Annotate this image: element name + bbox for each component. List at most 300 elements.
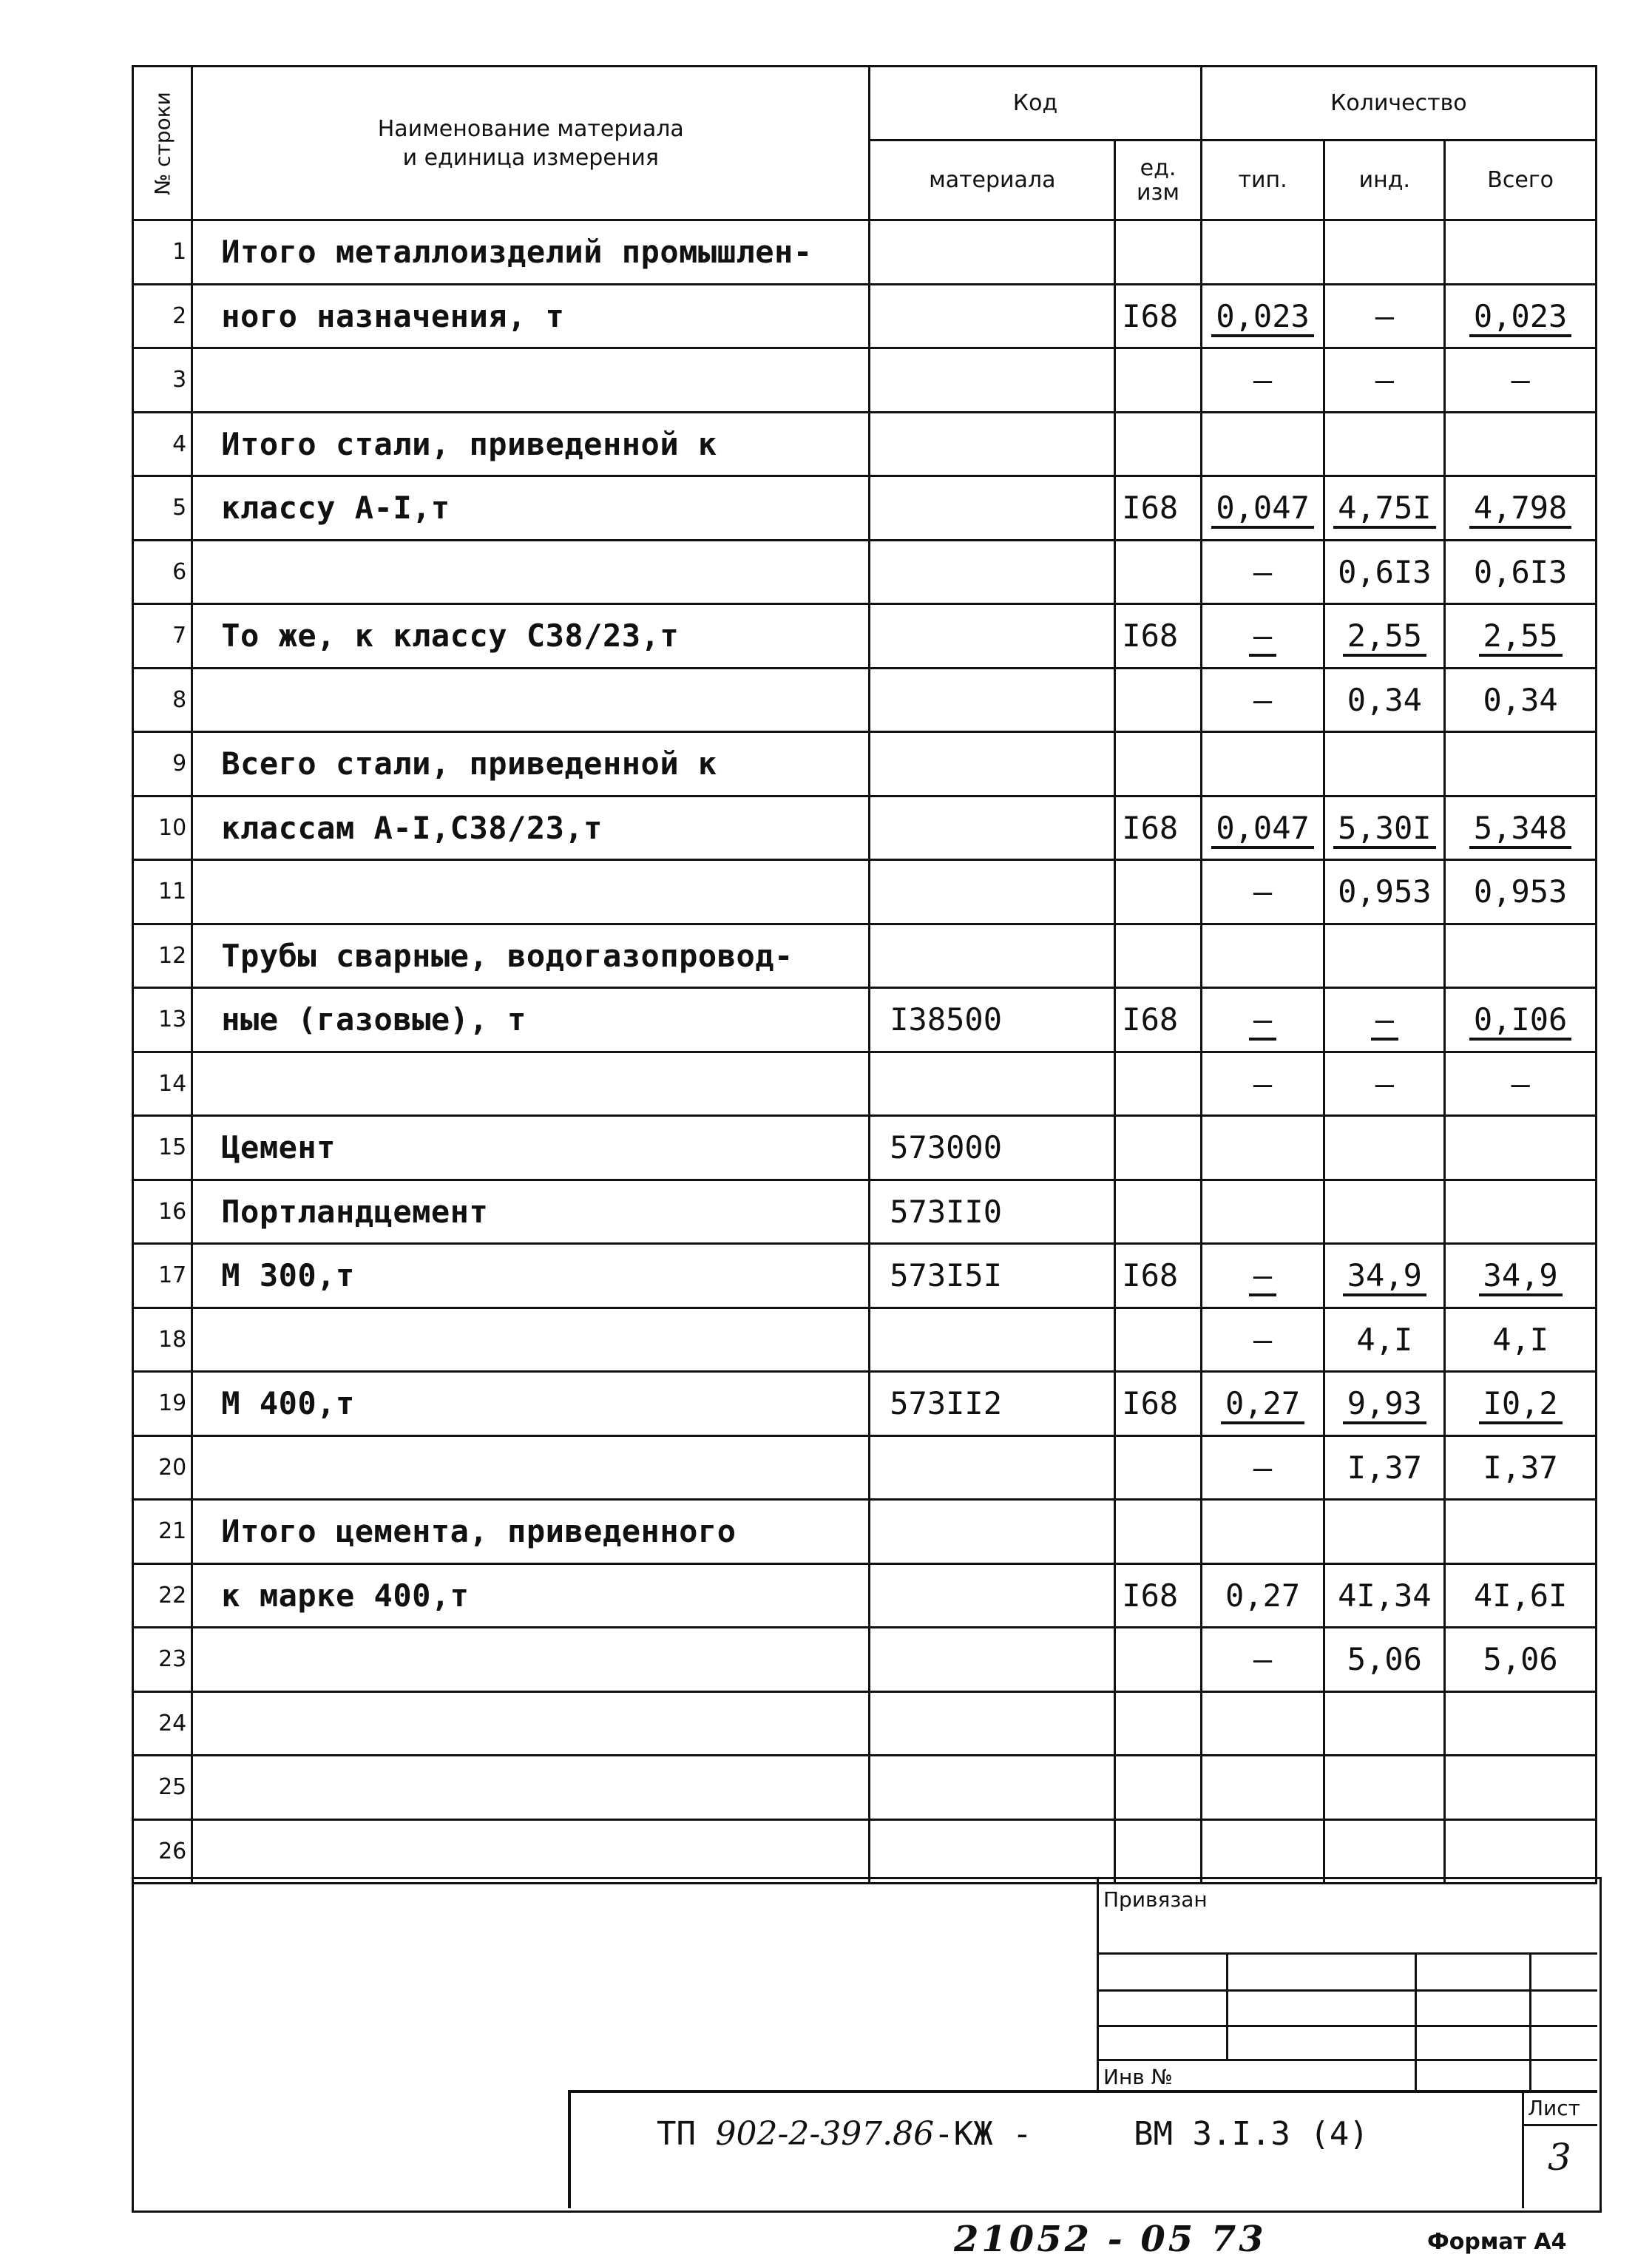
qty-ind: [1324, 1500, 1445, 1564]
material-name-text: Трубы сварные, водогазопровод-: [221, 937, 793, 974]
row-number: [133, 988, 192, 1052]
qty-typ: [1201, 412, 1324, 476]
qty-typ: [1201, 476, 1324, 541]
qty-ind: [1324, 220, 1445, 285]
qty-ind: [1324, 412, 1445, 476]
material-name: [192, 1756, 870, 1820]
qty-total: [1445, 1500, 1597, 1564]
stamp-line: [1226, 1952, 1228, 2059]
material-name: [192, 1180, 870, 1244]
qty-typ: [1201, 924, 1324, 988]
row-number-text: 15: [158, 1134, 187, 1161]
stamp-line: [1097, 1952, 1597, 1955]
row-number-text: 11: [158, 879, 187, 905]
qty-typ: [1201, 1116, 1324, 1180]
row-number-text: 21: [158, 1518, 187, 1545]
material-name-text: То же, к классу С38/23,т: [221, 618, 680, 654]
table-row: [133, 476, 1597, 541]
material-name-text: ные (газовые), т: [221, 1001, 527, 1038]
material-name: [192, 1563, 870, 1628]
qty-total: [1445, 1308, 1597, 1372]
qty-total: [1445, 1180, 1597, 1244]
material-code: [870, 988, 1115, 1052]
unit-code: [1115, 476, 1201, 541]
row-number-text: 22: [158, 1582, 187, 1609]
unit-code: [1115, 924, 1201, 988]
qty-total: [1445, 412, 1597, 476]
row-number-text: 13: [158, 1007, 187, 1033]
material-name-text: классу А-I,т: [221, 490, 450, 527]
unit-code-text: I68: [1122, 1385, 1179, 1422]
qty-total: [1445, 604, 1597, 669]
qty-ind: [1324, 1563, 1445, 1628]
unit-code: [1115, 1628, 1201, 1692]
document-code: ВМ 3.I.3 (4): [1134, 2115, 1369, 2153]
row-number-text: 19: [158, 1390, 187, 1417]
qty-typ: [1201, 284, 1324, 348]
row-number: [133, 1435, 192, 1500]
material-name: [192, 860, 870, 924]
material-code: [870, 1116, 1115, 1180]
material-name-text: М 300,т: [221, 1257, 355, 1294]
qty-total: [1445, 924, 1597, 988]
table-row: [133, 1308, 1597, 1372]
material-name: [192, 796, 870, 860]
material-code: [870, 284, 1115, 348]
row-number-text: 26: [158, 1838, 187, 1864]
qty-typ: [1201, 1628, 1324, 1692]
row-number-text: 8: [172, 686, 187, 713]
row-number: [133, 1563, 192, 1628]
material-name-text: к марке 400,т: [221, 1577, 470, 1614]
qty-ind: [1324, 732, 1445, 796]
material-name: [192, 1244, 870, 1308]
material-code: [870, 1052, 1115, 1116]
qty-ind-text: –: [1375, 297, 1394, 334]
qty-total-text: 0,023: [1469, 298, 1571, 337]
qty-typ-text: –: [1253, 1641, 1273, 1678]
unit-code: [1115, 988, 1201, 1052]
table-row: [133, 220, 1597, 285]
material-name: [192, 1116, 870, 1180]
qty-ind: [1324, 1244, 1445, 1308]
material-code: [870, 1180, 1115, 1244]
qty-total-header: Всего: [1445, 141, 1597, 220]
material-code: [870, 1563, 1115, 1628]
table-row: [133, 348, 1597, 413]
qty-typ-text: –: [1253, 681, 1273, 718]
table-row: [133, 1372, 1597, 1436]
unit-code: [1115, 1372, 1201, 1436]
row-number-text: 14: [158, 1070, 187, 1097]
qty-ind: [1324, 1116, 1445, 1180]
stamp-line: [1529, 1952, 1531, 2091]
qty-typ-text: –: [1253, 873, 1273, 910]
qty-ind-text: 34,9: [1343, 1257, 1426, 1296]
qty-typ-header: тип.: [1201, 141, 1324, 220]
unit-code-text: I68: [1122, 1577, 1179, 1614]
qty-ind: [1324, 1819, 1445, 1884]
table-row: [133, 796, 1597, 860]
qty-ind-text: 4,75I: [1333, 490, 1435, 529]
qty-total: [1445, 1563, 1597, 1628]
unit-code: [1115, 1691, 1201, 1756]
archive-number: 21052 - 05 73: [954, 2219, 1267, 2260]
qty-typ-text: –: [1249, 1257, 1276, 1296]
qty-total-text: 5,06: [1483, 1641, 1558, 1678]
material-name: [192, 1308, 870, 1372]
unit-code-text: I68: [1122, 490, 1179, 527]
qty-total: [1445, 1435, 1597, 1500]
qty-total: [1445, 668, 1597, 732]
material-code: [870, 1691, 1115, 1756]
material-name: [192, 540, 870, 604]
row-number: [133, 1116, 192, 1180]
material-code: [870, 540, 1115, 604]
row-number-text: 17: [158, 1262, 187, 1289]
table-row: [133, 540, 1597, 604]
material-name: [192, 668, 870, 732]
qty-total: [1445, 1819, 1597, 1884]
row-number: [133, 732, 192, 796]
row-number: [133, 220, 192, 285]
row-number-text: 16: [158, 1198, 187, 1225]
table-row: [133, 1052, 1597, 1116]
material-code-text: 573000: [890, 1129, 1002, 1166]
qty-ind: [1324, 1052, 1445, 1116]
qty-ind: [1324, 1691, 1445, 1756]
row-number: [133, 412, 192, 476]
material-code: [870, 796, 1115, 860]
qty-ind-text: –: [1375, 362, 1394, 399]
row-number: [133, 1628, 192, 1692]
qty-total: [1445, 476, 1597, 541]
qty-ind: [1324, 1628, 1445, 1692]
table-row: [133, 1435, 1597, 1500]
qty-ind: [1324, 1372, 1445, 1436]
code-group-header: Код: [870, 67, 1201, 141]
qty-typ-text: 0,047: [1211, 810, 1313, 849]
material-name-text: Итого стали, приведенной к: [221, 425, 717, 462]
table-row: [133, 412, 1597, 476]
unit-code-text: I68: [1122, 297, 1179, 334]
table-row: [133, 1756, 1597, 1820]
qty-ind: [1324, 924, 1445, 988]
qty-total-text: –: [1511, 1065, 1530, 1102]
qty-total-text: 5,348: [1469, 810, 1571, 849]
material-name-text: Итого металлоизделий промышлен-: [221, 234, 813, 271]
row-number-text: 7: [172, 623, 187, 649]
material-name-text: классам А-I,С38/23,т: [221, 809, 603, 846]
qty-total: [1445, 1052, 1597, 1116]
unit-code: [1115, 796, 1201, 860]
stamp-line: [1415, 1952, 1417, 2091]
quantity-group-header: Количество: [1201, 67, 1596, 141]
material-name: [192, 924, 870, 988]
qty-ind: [1324, 1435, 1445, 1500]
qty-ind-text: 4I,34: [1338, 1577, 1432, 1614]
material-name: [192, 1819, 870, 1884]
row-number-text: 20: [158, 1454, 187, 1481]
qty-total: [1445, 860, 1597, 924]
qty-total: [1445, 1372, 1597, 1436]
drawing-sheet: [132, 65, 1597, 2210]
unit-code: [1115, 1116, 1201, 1180]
qty-typ-text: 0,27: [1225, 1577, 1301, 1614]
material-code: [870, 1628, 1115, 1692]
material-code: [870, 1756, 1115, 1820]
qty-typ: [1201, 860, 1324, 924]
row-number-header: № строки: [133, 67, 192, 220]
material-code: [870, 860, 1115, 924]
unit-code: [1115, 860, 1201, 924]
qty-ind-header: инд.: [1324, 141, 1445, 220]
table-row: [133, 988, 1597, 1052]
title-block: [132, 1877, 1602, 2213]
qty-ind-text: 2,55: [1343, 618, 1426, 657]
unit-code: [1115, 1756, 1201, 1820]
table-row: [133, 1691, 1597, 1756]
qty-ind-text: –: [1375, 1065, 1394, 1102]
qty-typ-text: –: [1249, 618, 1276, 657]
qty-typ: [1201, 1819, 1324, 1884]
qty-typ: [1201, 348, 1324, 413]
qty-total-text: 0,6I3: [1473, 553, 1568, 590]
unit-code: [1115, 348, 1201, 413]
qty-typ: [1201, 1500, 1324, 1564]
stamp-line: [1522, 2124, 1597, 2126]
stamp-line: [1522, 2090, 1524, 2208]
material-code-text: 573II2: [890, 1385, 1002, 1422]
row-number: [133, 1691, 192, 1756]
stamp-line: [568, 2090, 571, 2208]
material-name-text: Итого цемента, приведенного: [221, 1513, 737, 1550]
material-name: [192, 1628, 870, 1692]
material-code: [870, 924, 1115, 988]
row-number: [133, 284, 192, 348]
qty-typ: [1201, 1756, 1324, 1820]
qty-total: [1445, 220, 1597, 285]
qty-typ: [1201, 1180, 1324, 1244]
row-number-text: 12: [158, 942, 187, 969]
document-reference: ТП 902-2-397.86-КЖ -: [657, 2115, 1032, 2153]
qty-total-text: 0,34: [1483, 681, 1558, 718]
row-number: [133, 668, 192, 732]
qty-ind: [1324, 604, 1445, 669]
table-row: [133, 1563, 1597, 1628]
qty-typ-text: 0,047: [1211, 490, 1313, 529]
table-row: [133, 732, 1597, 796]
qty-ind-text: 5,06: [1347, 1641, 1422, 1678]
material-code: [870, 1244, 1115, 1308]
qty-typ: [1201, 1691, 1324, 1756]
qty-typ-text: –: [1253, 1321, 1273, 1358]
material-name: [192, 1500, 870, 1564]
material-code: [870, 732, 1115, 796]
qty-ind: [1324, 540, 1445, 604]
qty-ind: [1324, 668, 1445, 732]
qty-total: [1445, 1691, 1597, 1756]
unit-code-text: I68: [1122, 1001, 1179, 1038]
material-code: [870, 1500, 1115, 1564]
qty-typ: [1201, 540, 1324, 604]
code-unit-header: ед. изм: [1115, 141, 1201, 220]
row-number-text: 3: [172, 367, 187, 393]
qty-ind-text: 0,953: [1338, 873, 1432, 910]
row-number-text: 23: [158, 1646, 187, 1673]
table-row: [133, 1244, 1597, 1308]
inv-label: Инв №: [1103, 2065, 1173, 2089]
qty-total: [1445, 1244, 1597, 1308]
row-number-text: 2: [172, 302, 187, 329]
qty-typ: [1201, 220, 1324, 285]
material-name-text: М 400,т: [221, 1385, 355, 1422]
linked-label: Привязан: [1103, 1887, 1208, 1912]
qty-ind: [1324, 796, 1445, 860]
row-number: [133, 540, 192, 604]
table-row: [133, 1180, 1597, 1244]
sheet-number: 3: [1548, 2136, 1571, 2179]
row-number: [133, 1500, 192, 1564]
row-number-text: 24: [158, 1710, 187, 1736]
row-number: [133, 1819, 192, 1884]
unit-code: [1115, 1308, 1201, 1372]
material-spec-table: [132, 65, 1597, 1884]
table-row: [133, 604, 1597, 669]
qty-typ: [1201, 988, 1324, 1052]
material-code: [870, 220, 1115, 285]
qty-ind: [1324, 476, 1445, 541]
qty-total: [1445, 1628, 1597, 1692]
qty-ind: [1324, 284, 1445, 348]
table-row: [133, 860, 1597, 924]
material-code: [870, 348, 1115, 413]
stamp-line: [568, 2090, 1597, 2093]
unit-code-text: I68: [1122, 809, 1179, 846]
qty-ind-text: 0,34: [1347, 681, 1422, 718]
row-number: [133, 476, 192, 541]
material-code: [870, 668, 1115, 732]
qty-typ-text: –: [1253, 553, 1273, 590]
qty-typ: [1201, 1563, 1324, 1628]
qty-typ: [1201, 1308, 1324, 1372]
qty-total-text: 0,953: [1473, 873, 1568, 910]
unit-code: [1115, 668, 1201, 732]
qty-total: [1445, 732, 1597, 796]
unit-code: [1115, 284, 1201, 348]
unit-code: [1115, 732, 1201, 796]
name-header: Наименование материала и единица измерения: [192, 67, 870, 220]
unit-code: [1115, 1563, 1201, 1628]
unit-code: [1115, 1819, 1201, 1884]
row-number: [133, 604, 192, 669]
material-code: [870, 1372, 1115, 1436]
qty-typ-text: –: [1253, 1449, 1273, 1486]
qty-ind-text: –: [1371, 1001, 1398, 1041]
qty-ind: [1324, 348, 1445, 413]
unit-code: [1115, 220, 1201, 285]
row-number: [133, 924, 192, 988]
unit-code: [1115, 1052, 1201, 1116]
qty-ind: [1324, 1308, 1445, 1372]
row-number: [133, 1052, 192, 1116]
qty-ind-text: 4,I: [1356, 1321, 1413, 1358]
qty-ind: [1324, 988, 1445, 1052]
format-label: Формат А4: [1427, 2229, 1567, 2255]
row-number-text: 6: [172, 558, 187, 585]
unit-code: [1115, 540, 1201, 604]
material-name-text: Портландцемент: [221, 1193, 489, 1230]
qty-ind-text: 5,30I: [1333, 810, 1435, 849]
unit-code: [1115, 1500, 1201, 1564]
row-number: [133, 1244, 192, 1308]
material-name: [192, 1435, 870, 1500]
table-row: [133, 924, 1597, 988]
row-number-text: 25: [158, 1774, 187, 1801]
stamp-line: [1097, 1989, 1597, 1992]
qty-ind: [1324, 1756, 1445, 1820]
material-name: [192, 1052, 870, 1116]
table-row: [133, 1500, 1597, 1564]
material-code: [870, 476, 1115, 541]
qty-total-text: 4,798: [1469, 490, 1571, 529]
qty-typ-text: –: [1253, 1065, 1273, 1102]
material-name: [192, 476, 870, 541]
material-code-text: 573I5I: [890, 1257, 1002, 1294]
unit-code: [1115, 1244, 1201, 1308]
qty-total: [1445, 988, 1597, 1052]
unit-code: [1115, 1180, 1201, 1244]
qty-typ: [1201, 1052, 1324, 1116]
material-name-text: ного назначения, т: [221, 297, 565, 334]
code-material-header: материала: [870, 141, 1115, 220]
qty-total-text: 2,55: [1479, 618, 1563, 657]
row-number: [133, 1180, 192, 1244]
row-number-text: 4: [172, 430, 187, 457]
qty-total-text: –: [1511, 362, 1530, 399]
qty-total: [1445, 348, 1597, 413]
row-number-text: 9: [172, 751, 187, 777]
row-number: [133, 348, 192, 413]
qty-ind-text: 0,6I3: [1338, 553, 1432, 590]
qty-typ-text: –: [1253, 362, 1273, 399]
material-code: [870, 1308, 1115, 1372]
material-name: [192, 348, 870, 413]
qty-ind-text: 9,93: [1343, 1385, 1426, 1424]
material-code: [870, 412, 1115, 476]
qty-ind-text: I,37: [1347, 1449, 1422, 1486]
qty-typ: [1201, 1372, 1324, 1436]
qty-typ: [1201, 732, 1324, 796]
qty-ind: [1324, 860, 1445, 924]
qty-typ-text: 0,27: [1221, 1385, 1304, 1424]
row-number-text: 1: [172, 239, 187, 265]
material-name-text: Всего стали, приведенной к: [221, 745, 717, 782]
table-row: [133, 1819, 1597, 1884]
qty-total: [1445, 1116, 1597, 1180]
qty-typ: [1201, 1244, 1324, 1308]
unit-code: [1115, 1435, 1201, 1500]
qty-typ: [1201, 796, 1324, 860]
material-name: [192, 220, 870, 285]
unit-code: [1115, 412, 1201, 476]
qty-total: [1445, 540, 1597, 604]
unit-code: [1115, 604, 1201, 669]
material-name: [192, 1691, 870, 1756]
material-code: [870, 604, 1115, 669]
material-name: [192, 284, 870, 348]
table-row: [133, 668, 1597, 732]
